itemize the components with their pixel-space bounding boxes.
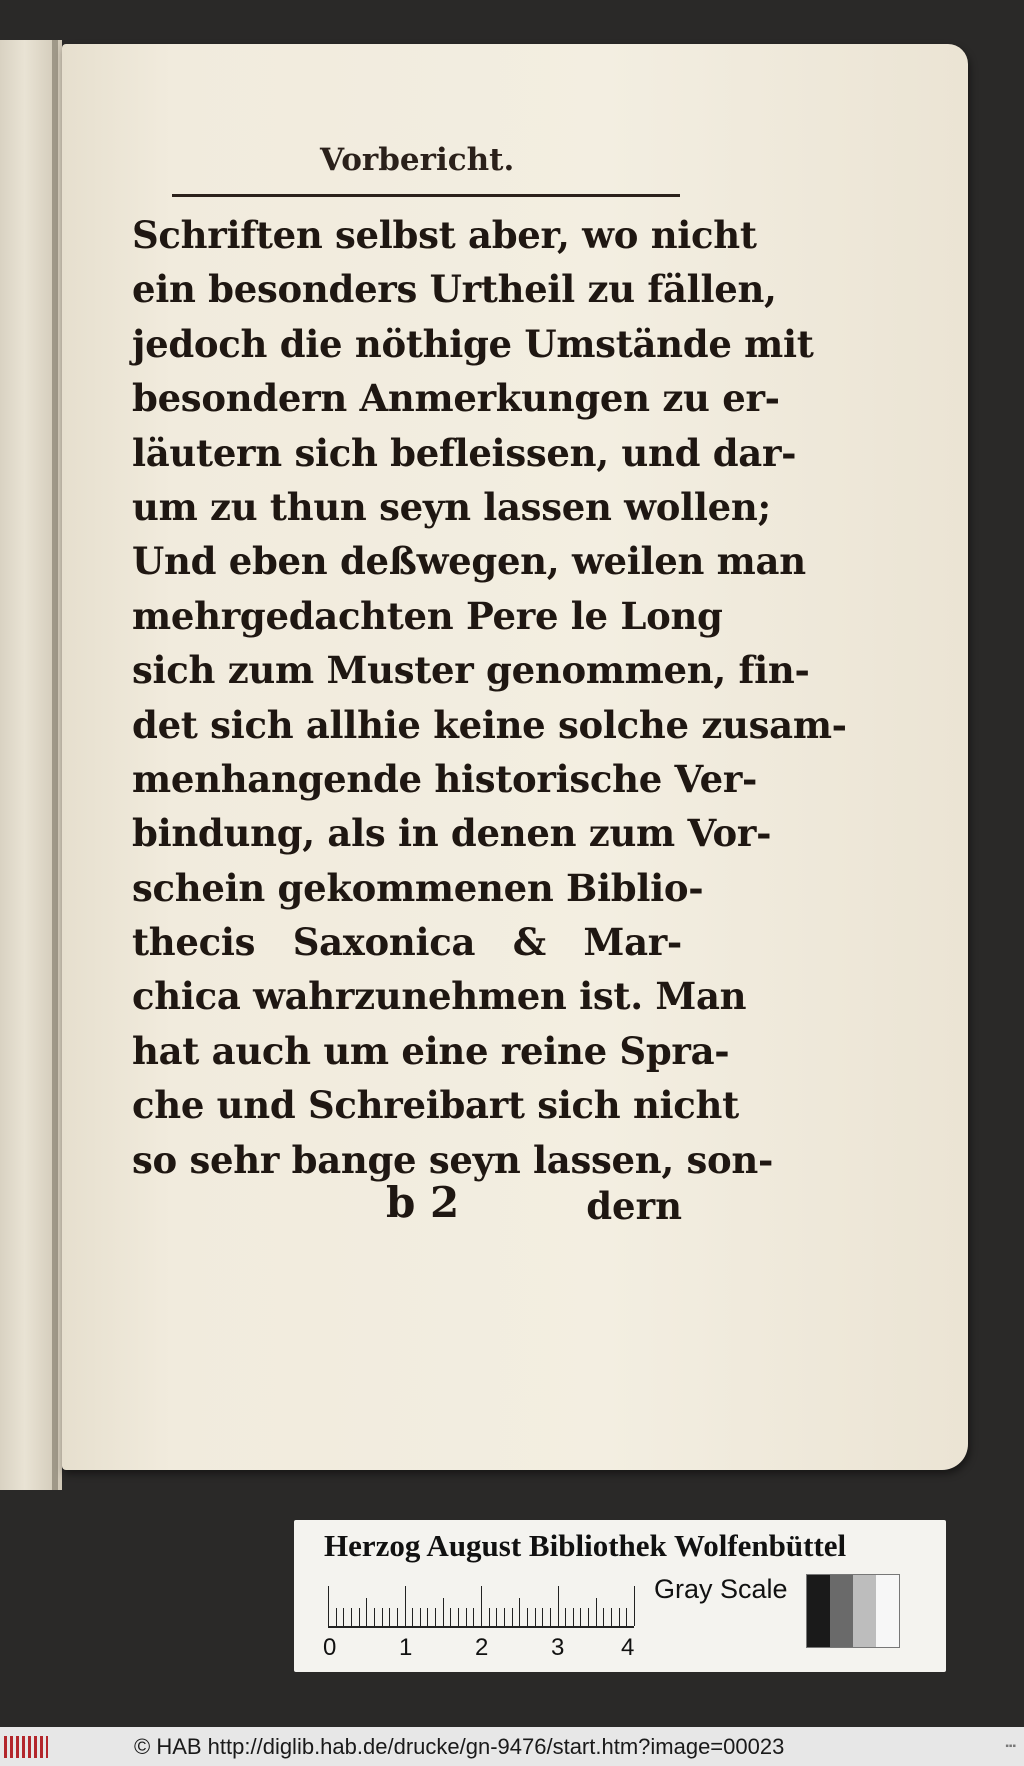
ruler-tick bbox=[366, 1598, 367, 1626]
text-line: mehrgedachten Pere le Long bbox=[132, 593, 723, 638]
footer-mark: ▪▪▪ bbox=[1005, 1741, 1016, 1752]
header-rule bbox=[172, 194, 680, 197]
library-name: Herzog August Bibliothek Wolfenbüttel bbox=[324, 1528, 847, 1563]
ruler-tick bbox=[519, 1598, 520, 1626]
signature-mark: b 2 bbox=[386, 1178, 460, 1227]
text-line: besondern Anmerkungen zu er- bbox=[132, 376, 780, 421]
ruler-tick bbox=[382, 1608, 383, 1626]
catchword: dern bbox=[586, 1184, 682, 1228]
ruler-tick bbox=[405, 1586, 406, 1626]
ruler-tick bbox=[458, 1608, 459, 1626]
ruler-tick bbox=[626, 1608, 627, 1626]
text-line: det sich allhie keine solche zusam- bbox=[132, 702, 847, 747]
text-line: sich zum Muster genommen, fin- bbox=[132, 648, 810, 693]
ruler-tick bbox=[336, 1608, 337, 1626]
ruler-tick bbox=[603, 1608, 604, 1626]
ruler-tick bbox=[481, 1586, 482, 1626]
text-line: jedoch die nöthige Umstände mit bbox=[132, 321, 814, 366]
gray-scale-swatches bbox=[806, 1574, 900, 1648]
footer-copyright-link[interactable]: © HAB http://diglib.hab.de/drucke/gn-9476/start.htm?image=00023 bbox=[134, 1734, 785, 1759]
ruler-tick bbox=[351, 1608, 352, 1626]
color-scale-card bbox=[294, 1520, 946, 1672]
ruler-tick bbox=[588, 1608, 589, 1626]
ruler-tick bbox=[412, 1608, 413, 1626]
ruler-tick bbox=[450, 1608, 451, 1626]
gray-swatch bbox=[853, 1575, 876, 1647]
ruler-tick bbox=[359, 1608, 360, 1626]
text-line: so sehr bange seyn lassen, son- bbox=[132, 1137, 774, 1182]
ruler-tick bbox=[443, 1598, 444, 1626]
hab-logo-icon bbox=[4, 1736, 48, 1758]
ruler-tick bbox=[611, 1608, 612, 1626]
text-line: bindung, als in denen zum Vor- bbox=[132, 811, 772, 856]
ruler-tick bbox=[565, 1608, 566, 1626]
ruler-tick bbox=[489, 1608, 490, 1626]
text-line: ein besonders Urtheil zu fällen, bbox=[132, 267, 777, 312]
ruler-tick bbox=[343, 1608, 344, 1626]
ruler-tick bbox=[580, 1608, 581, 1626]
gray-scale-label: Gray Scale bbox=[654, 1574, 788, 1604]
ruler-tick bbox=[634, 1586, 635, 1626]
text-line: che und Schreibart sich nicht bbox=[132, 1083, 739, 1128]
ruler-tick bbox=[558, 1586, 559, 1626]
ruler-tick bbox=[527, 1608, 528, 1626]
ruler bbox=[328, 1586, 634, 1628]
ruler-tick bbox=[573, 1608, 574, 1626]
ruler-tick bbox=[427, 1608, 428, 1626]
facing-page-edge bbox=[0, 40, 62, 1490]
signature-row bbox=[132, 1178, 682, 1238]
ruler-number: 3 bbox=[551, 1634, 565, 1661]
text-line: Schriften selbst aber, wo nicht bbox=[132, 213, 757, 257]
gray-swatch bbox=[830, 1575, 853, 1647]
ruler-number: 2 bbox=[475, 1634, 489, 1661]
ruler-tick bbox=[328, 1586, 329, 1626]
text-line: schein gekommenen Biblio- bbox=[132, 865, 704, 910]
ruler-tick bbox=[397, 1608, 398, 1626]
text-line: Und eben deßwegen, weilen man bbox=[132, 539, 806, 584]
ruler-number: 1 bbox=[399, 1634, 413, 1661]
text-line: hat auch um eine reine Spra- bbox=[132, 1028, 730, 1073]
ruler-tick bbox=[466, 1608, 467, 1626]
ruler-tick bbox=[504, 1608, 505, 1626]
ruler-number: 0 bbox=[323, 1634, 337, 1661]
running-head: Vorbericht. bbox=[320, 142, 515, 178]
ruler-tick bbox=[596, 1598, 597, 1626]
ruler-tick bbox=[619, 1608, 620, 1626]
ruler-tick bbox=[374, 1608, 375, 1626]
ruler-tick bbox=[542, 1608, 543, 1626]
text-block bbox=[132, 208, 847, 1187]
ruler-tick bbox=[389, 1608, 390, 1626]
footer-bar bbox=[0, 1727, 1024, 1766]
gray-swatch bbox=[807, 1575, 830, 1647]
ruler-number: 4 bbox=[621, 1634, 635, 1661]
ruler-tick bbox=[435, 1608, 436, 1626]
ruler-tick bbox=[535, 1608, 536, 1626]
ruler-tick bbox=[512, 1608, 513, 1626]
text-line: menhangende historische Ver- bbox=[132, 756, 758, 801]
ruler-tick bbox=[473, 1608, 474, 1626]
gray-swatch bbox=[876, 1575, 899, 1647]
text-line: chica wahrzunehmen ist. Man bbox=[132, 974, 747, 1019]
ruler-tick bbox=[496, 1608, 497, 1626]
ruler-tick bbox=[550, 1608, 551, 1626]
text-line: thecis Saxonica & Mar- bbox=[132, 920, 682, 965]
ruler-tick bbox=[420, 1608, 421, 1626]
text-line: um zu thun seyn lassen wollen; bbox=[132, 484, 771, 529]
text-line: läutern sich befleissen, und dar- bbox=[132, 430, 797, 475]
